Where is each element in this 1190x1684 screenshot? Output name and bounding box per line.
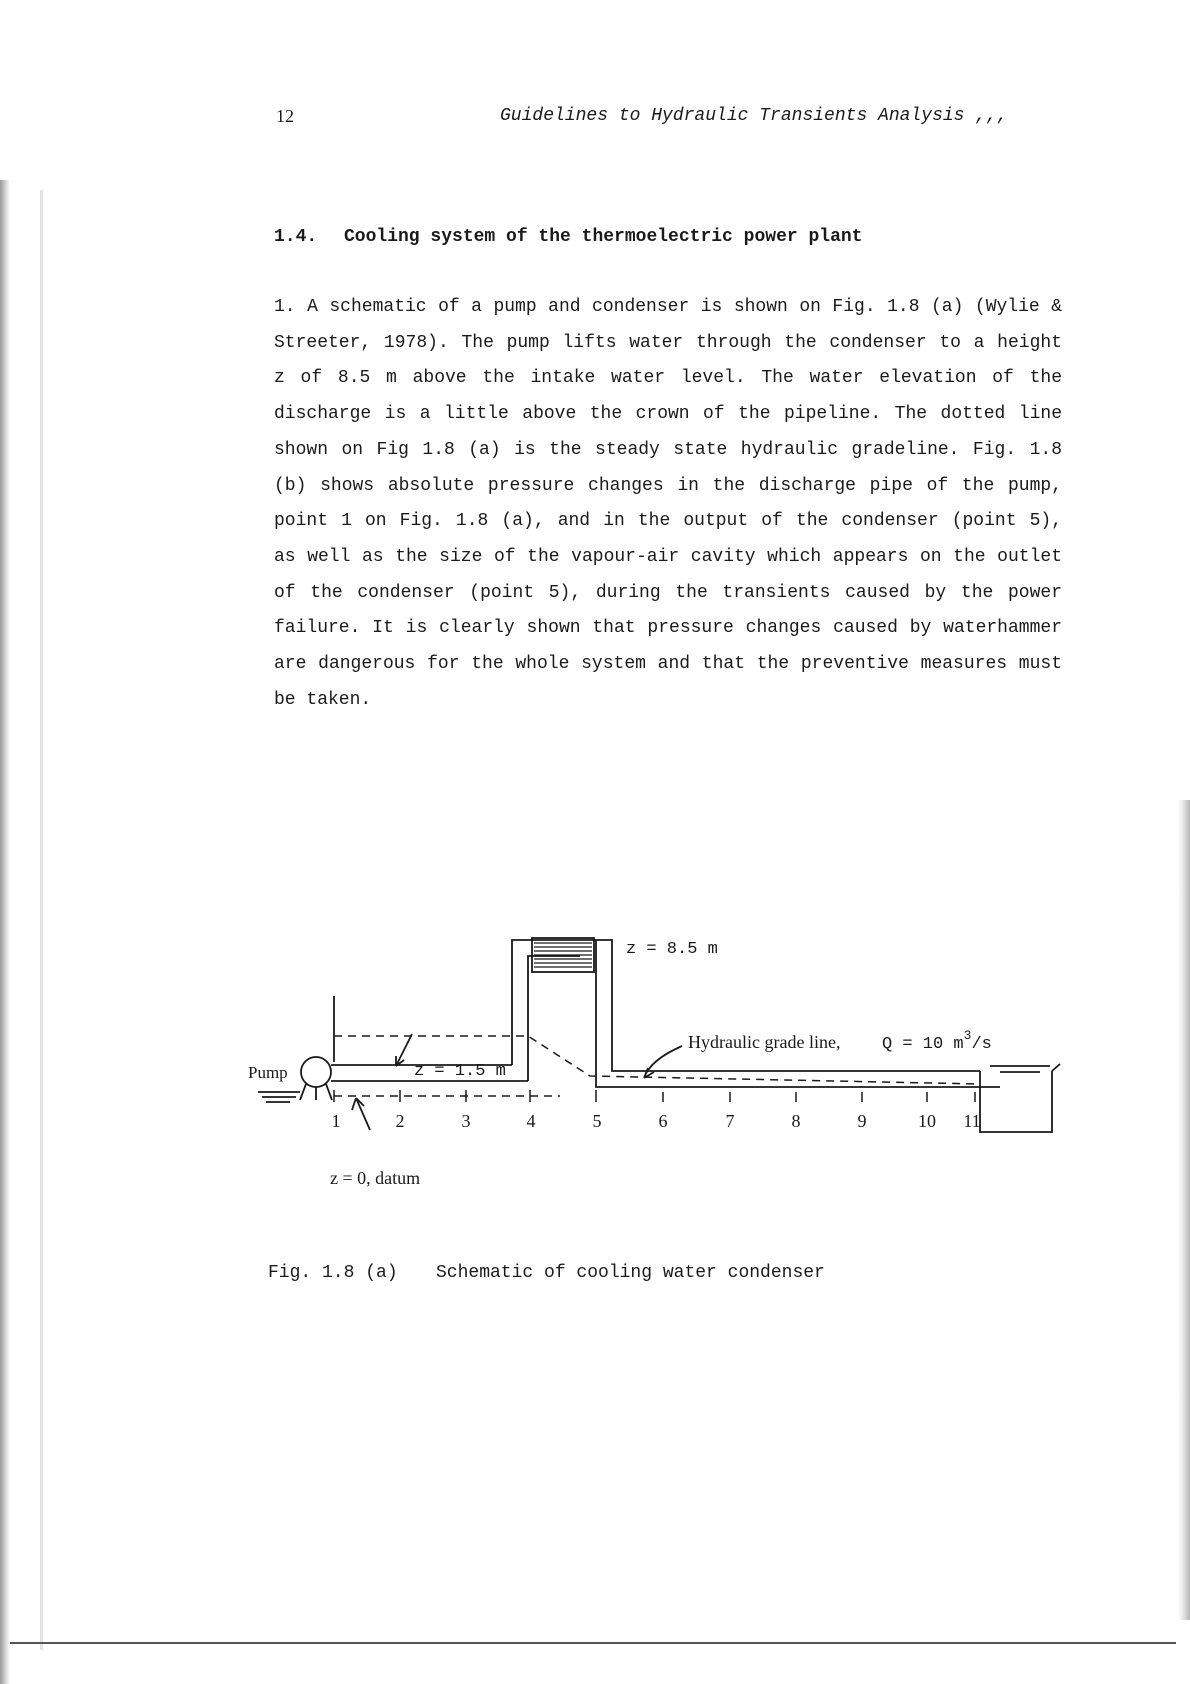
station-4: 4 <box>526 1111 536 1131</box>
station-axis <box>334 1090 975 1102</box>
datum-arrow <box>352 1098 370 1130</box>
station-labels <box>332 1111 981 1131</box>
label-hgl: Hydraulic grade line, <box>688 1032 841 1052</box>
pump-circle <box>301 1057 331 1087</box>
station-3: 3 <box>461 1111 471 1131</box>
elevation-arrow <box>396 1034 412 1066</box>
page-number: 12 <box>276 106 294 126</box>
label-datum: z = 0, datum <box>330 1168 421 1188</box>
station-11: 11 <box>963 1111 981 1131</box>
figure-caption <box>268 1263 825 1283</box>
caption-text: Schematic of cooling water condenser <box>436 1263 825 1283</box>
outlet-water <box>990 1066 1050 1072</box>
station-10: 10 <box>918 1111 936 1131</box>
caption-label: Fig. 1.8 (a) <box>268 1263 398 1283</box>
intake-water-surface <box>258 1092 300 1102</box>
body-paragraph: 1. A schematic of a pump and condenser is shown on Fig. 1.8 (a) (Wylie & Streeter, 1978). The pump lifts water through the condenser to a height z of 8.5 m above the intake water level. The water elevation of the discharge is a little above the crown of the pipeline. The dotted line shown on Fig 1.8 (a) is the steady state hydraulic gradeline. Fig. 1.8 (b) shows absolute pressure changes in the discharge pipe of the pump, point 1 on Fig. 1.8 (a), and in the output of the condenser (point 5), as well as the size of the vapour-air cavity which appears on the outlet of the condenser (point 5), during the transients caused by the power failure. It is clearly shown that pressure changes caused by waterhammer are dangerous for the whole system and that the preventive measures must be taken. <box>274 297 1062 710</box>
station-1: 1 <box>331 1111 341 1131</box>
station-6: 6 <box>658 1111 668 1131</box>
label-pipe-elevation: z = 1.5 m <box>414 1062 506 1081</box>
station-9: 9 <box>857 1111 867 1131</box>
station-5: 5 <box>592 1111 602 1131</box>
tank-lip <box>1052 1064 1060 1071</box>
station-2: 2 <box>395 1111 405 1131</box>
riser-right <box>596 940 1000 1087</box>
label-flow <box>882 1028 992 1054</box>
flow-q: Q = 10 m <box>882 1035 964 1054</box>
condenser-hatching <box>534 943 592 967</box>
riser-left <box>512 940 596 1081</box>
hgl-leader <box>644 1046 682 1078</box>
running-header: Guidelines to Hydraulic Transients Analysis ,,, <box>500 106 1008 126</box>
station-8: 8 <box>791 1111 801 1131</box>
station-7: 7 <box>725 1111 735 1131</box>
flow-unit: /s <box>971 1035 992 1054</box>
flow-exponent: 3 <box>963 1028 972 1043</box>
label-top-elevation: z = 8.5 m <box>626 940 718 959</box>
section-title: Cooling system of the thermoelectric power plant <box>344 227 863 247</box>
section-number: 1.4. <box>274 227 318 247</box>
label-pump: Pump <box>248 1063 288 1082</box>
outlet-tank <box>980 1071 1052 1132</box>
